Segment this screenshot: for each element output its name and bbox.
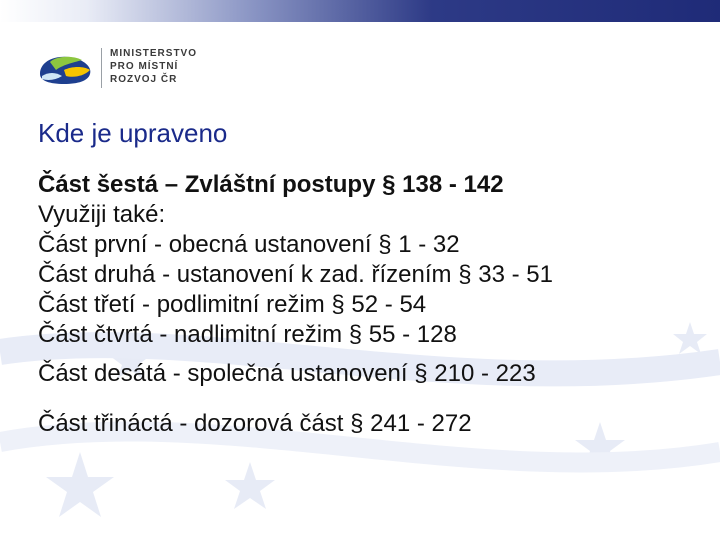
- logo-emblem-icon: [34, 50, 98, 90]
- body-line-heading: Část šestá – Zvláštní postupy § 138 - 142: [38, 171, 504, 198]
- body-line: Část třináctá - dozorová část § 241 - 272: [38, 410, 472, 437]
- logo-text-line-2: PRO MÍSTNÍ: [110, 61, 179, 72]
- body-line: Část třetí - podlimitní režim § 52 - 54: [38, 291, 427, 318]
- body-line: Část desátá - společná ustanovení § 210 - 223: [38, 360, 536, 387]
- star-shape: [673, 322, 707, 354]
- logo-divider: [101, 48, 102, 88]
- star-shape: [225, 462, 275, 509]
- slide-title: Kde je upraveno: [38, 118, 228, 148]
- logo-text: [110, 47, 197, 86]
- ministry-logo: [34, 46, 204, 92]
- slide-body: [38, 170, 553, 439]
- body-line: Část čtvrtá - nadlimitní režim § 55 - 128: [38, 321, 457, 348]
- body-line: Využiji také:: [38, 201, 166, 228]
- header-gradient-bar: [0, 0, 720, 22]
- logo-text-line-3: ROZVOJ ČR: [110, 74, 178, 85]
- logo-text-line-1: MINISTERSTVO: [110, 48, 198, 59]
- body-line: Část druhá - ustanovení k zad. řízením § 33 - 51: [38, 261, 553, 288]
- body-line: Část první - obecná ustanovení § 1 - 32: [38, 231, 460, 258]
- star-shape: [46, 452, 114, 517]
